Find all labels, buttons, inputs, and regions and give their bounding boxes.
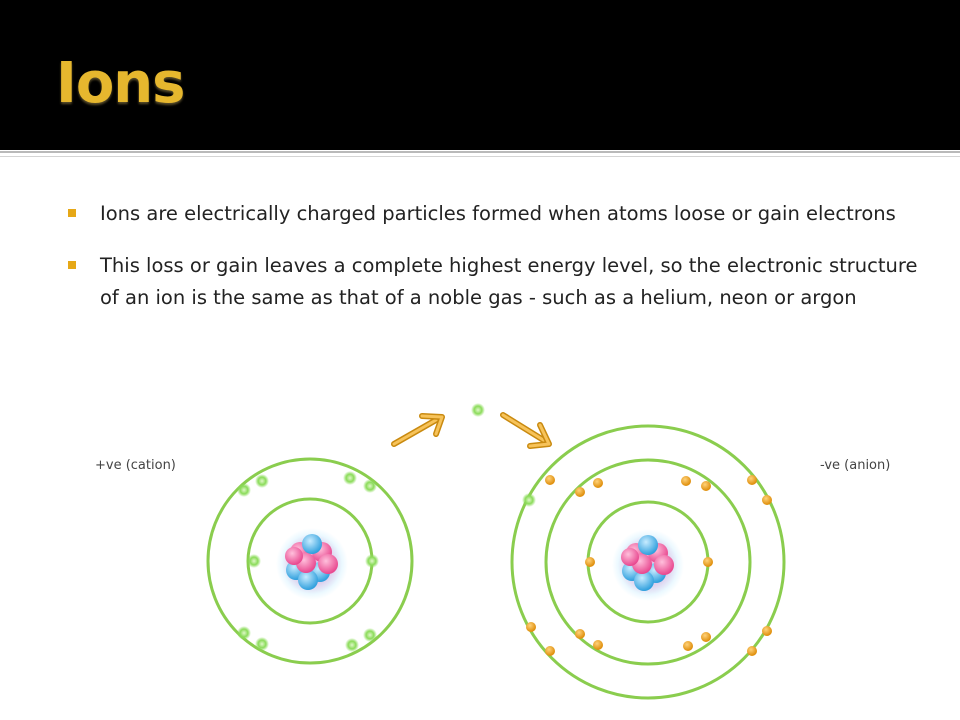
bullet-item bbox=[66, 250, 926, 314]
anion-atom bbox=[512, 426, 784, 698]
nucleus bbox=[612, 529, 684, 601]
square-bullet-icon bbox=[68, 261, 76, 269]
arrow-up-icon bbox=[394, 416, 442, 444]
nucleus bbox=[276, 528, 348, 600]
transferred-electron bbox=[471, 403, 485, 417]
square-bullet-icon bbox=[68, 209, 76, 217]
title-bar bbox=[0, 0, 960, 150]
bullet-text: Ions are electrically charged particles formed when atoms loose or gain electrons bbox=[100, 202, 896, 225]
title-divider bbox=[0, 151, 960, 153]
bullet-list bbox=[66, 198, 926, 334]
slide-title: Ions bbox=[56, 51, 185, 116]
cation-atom bbox=[208, 459, 412, 663]
bullet-text: This loss or gain leaves a complete highest energy level, so the electronic structure of an ion is the same as that of a noble gas - such as a helium, neon or argon bbox=[100, 254, 918, 309]
bullet-item bbox=[66, 198, 926, 230]
title-divider-thin bbox=[0, 156, 960, 157]
anion-label: -ve (anion) bbox=[820, 458, 891, 473]
ion-diagram bbox=[0, 380, 960, 720]
gained-electron bbox=[522, 493, 536, 507]
cation-label: +ve (cation) bbox=[95, 458, 176, 473]
arrow-down-icon bbox=[503, 415, 549, 446]
